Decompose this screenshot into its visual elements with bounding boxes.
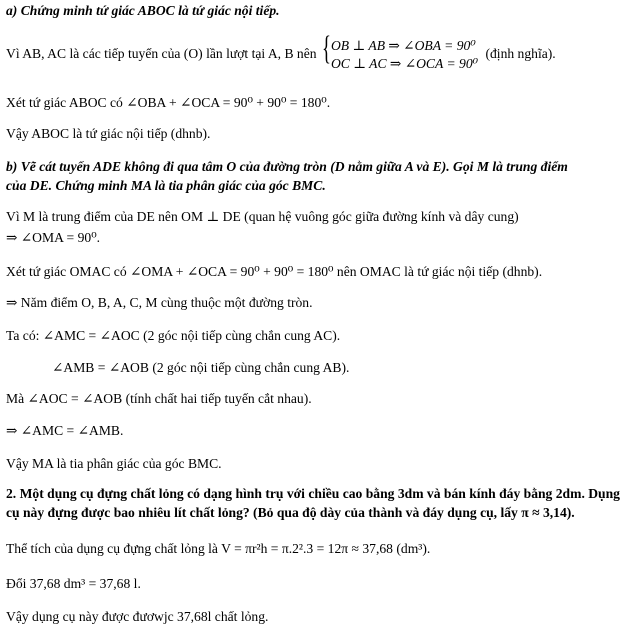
- part-b-line1: Vì M là trung điểm của DE nên OM ⊥ DE (quan hệ vuông góc giữa đường kính và dây cung): [6, 209, 519, 224]
- curly-brace-icon: {: [321, 30, 331, 67]
- part-2-heading-2: cụ này đựng được bao nhiêu lít chất lỏng? (Bỏ qua độ dày của thành và đáy dụng cụ, lấy π ≈ 3,14).: [6, 505, 575, 520]
- part-b-line3: Xét tứ giác OMAC có ∠OMA + ∠OCA = 90⁰ + 90⁰ = 180⁰ nên OMAC là tứ giác nội tiếp (dhnb).: [6, 264, 543, 279]
- part-a-line2: Xét tứ giác ABOC có ∠OBA + ∠OCA = 90⁰ + 90⁰ = 180⁰.: [6, 95, 331, 110]
- part-b-line8: ⇒ ∠AMC = ∠AMB.: [6, 423, 124, 438]
- part-b-line5: Ta có: ∠AMC = ∠AOC (2 góc nội tiếp cùng chắn cung AC).: [6, 328, 341, 343]
- system-row-2: OC ⊥ AC ⇒ ∠OCA = 90⁰: [330, 56, 479, 71]
- part-a-heading: a) Chứng minh tứ giác ABOC là tứ giác nội tiếp.: [6, 3, 280, 18]
- part-b-line2: ⇒ ∠OMA = 90⁰.: [6, 230, 101, 245]
- part-2-line2: Đổi 37,68 dm³ = 37,68 l.: [6, 576, 141, 591]
- part-a-line1-post: (định nghĩa).: [485, 46, 556, 62]
- system-row-1: OB ⊥ AB ⇒ ∠OBA = 90⁰: [330, 38, 476, 53]
- part-b-line9: Vậy MA là tia phân giác của góc BMC.: [6, 456, 222, 471]
- part-b-heading-1: b) Vẽ cát tuyến ADE không đi qua tâm O của đường tròn (D nằm giữa A và E). Gọi M là trung điểm: [6, 159, 568, 174]
- part-2-line3: Vậy dụng cụ này được đươwjc 37,68l chất lỏng.: [6, 609, 269, 624]
- equation-system: [321, 30, 479, 73]
- part-2-line1: Thể tích của dụng cụ đựng chất lỏng là V = πr²h = π.2².3 = 12π ≈ 37,68 (dm³).: [6, 541, 431, 556]
- part-2-heading-1: 2. Một dụng cụ đựng chất lỏng có dạng hình trụ với chiều cao bằng 3dm và bán kính đáy bằng 2dm. Dụng: [6, 486, 620, 501]
- part-a-line3: Vậy ABOC là tứ giác nội tiếp (dhnb).: [6, 126, 211, 141]
- part-b-line4: ⇒ Năm điểm O, B, A, C, M cùng thuộc một đường tròn.: [6, 295, 313, 310]
- part-a-line1: [6, 30, 556, 73]
- part-b-heading-2: của DE. Chứng minh MA là tia phân giác của góc BMC.: [6, 178, 326, 193]
- part-b-line7: Mà ∠AOC = ∠AOB (tính chất hai tiếp tuyến cắt nhau).: [6, 391, 312, 406]
- part-a-line1-pre: Vì AB, AC là các tiếp tuyến của (O) lần lượt tại A, B nên: [6, 46, 317, 62]
- part-b-line6: ∠AMB = ∠AOB (2 góc nội tiếp cùng chắn cung AB).: [52, 360, 350, 375]
